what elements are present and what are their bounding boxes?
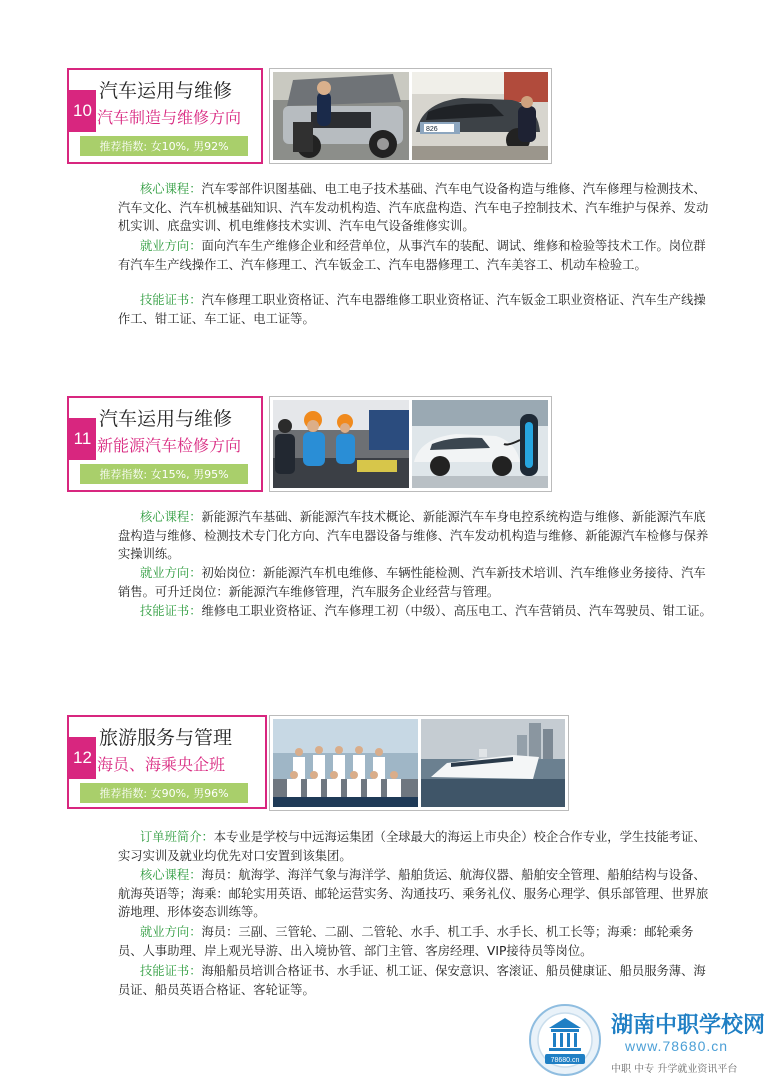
major-subtitle: 海员、海乘央企班 — [97, 755, 226, 774]
paragraph-text: 汽车修理工职业资格证、汽车电器维修工职业资格证、汽车钣金工职业资格证、汽车生产线操作工、钳工证、车工证、电工证等。 — [118, 293, 706, 326]
major-title: 旅游服务与管理 — [99, 727, 233, 749]
major-subtitle: 新能源汽车检修方向 — [97, 436, 242, 455]
site-watermark[interactable] — [527, 998, 780, 1081]
paragraph-label: 就业方向： — [140, 925, 202, 939]
paragraph-employment — [118, 923, 714, 960]
paragraph-label: 订单班简介： — [140, 830, 214, 844]
paragraph-label: 核心课程： — [140, 182, 202, 196]
major-number: 12 — [69, 737, 96, 779]
paragraph-text: 汽车零部件识图基础、电工电子技术基础、汽车电气设备构造与维修、汽车修理与检测技术、汽车文化、汽车机械基础知识、汽车发动机构造、汽车底盘构造、汽车电子控制技术、汽车维护与保养、发动机实训、底盘实训、机电维修技术实训、汽车电气设备维修实训。 — [118, 182, 709, 234]
recommend-badge: 推荐指数: 女90%, 男96% — [80, 783, 248, 803]
paragraph-label: 就业方向： — [140, 239, 202, 253]
major-number: 10 — [69, 90, 96, 132]
photo-frame — [269, 715, 569, 811]
paragraph-text: 初始岗位：新能源汽车机电维修、车辆性能检测、汽车新技术培训、汽车维修业务接待、汽车销售。可升迁岗位：新能源汽车维修管理，汽车服务企业经营与管理。 — [118, 566, 706, 599]
site-name: 湖南中职学校网 — [611, 1013, 766, 1038]
paragraph-label: 技能证书： — [140, 604, 202, 618]
paragraph-text: 维修电工职业资格证、汽车修理工初（中级）、高压电工、汽车营销员、汽车驾驶员、钳工证。 — [201, 604, 712, 618]
paragraph-label: 技能证书： — [140, 293, 202, 307]
school-logo-icon — [527, 1002, 603, 1078]
paragraph-text: 面向汽车生产维修企业和经营单位，从事汽车的装配、调试、维修和检验等技术工作。岗位群有汽车生产线操作工、汽车修理工、汽车钣金工、汽车电器修理工、汽车美容工、机动车检验工。 — [118, 239, 706, 272]
major-subtitle: 汽车制造与维修方向 — [97, 108, 242, 127]
logo-text: 78680.cn — [550, 1057, 580, 1064]
paragraph-order-class — [118, 828, 714, 865]
major-title: 汽车运用与维修 — [99, 408, 233, 430]
recommend-badge: 推荐指数: 女10%, 男92% — [80, 136, 248, 156]
paragraph-label: 技能证书： — [140, 964, 202, 978]
paragraph-text: 海员：航海学、海洋气象与海洋学、船舶货运、航海仪器、船舶安全管理、船舶结构与设备、航海英语等；海乘：邮轮实用英语、邮轮运营实务、沟通技巧、乘务礼仪、服务心理学、俱乐部管理、世界旅游地理、形体姿态训练等。 — [118, 868, 709, 920]
paragraph-core-courses — [118, 866, 714, 922]
paragraph-label: 就业方向： — [140, 566, 202, 580]
plate-text: 826 — [426, 126, 438, 133]
photo-cruise-ship — [421, 719, 565, 807]
photo-seafarer-students — [273, 719, 418, 807]
site-url[interactable]: www.78680.cn — [625, 1038, 729, 1054]
paragraph-text: 新能源汽车基础、新能源汽车技术概论、新能源汽车车身电控系统构造与维修、新能源汽车底盘构造与维修、检测技术专门化方向、汽车电器设备与维修、汽车发动机构造与维修、新能源汽车检修与保养实操训练。 — [118, 510, 709, 562]
paragraph-label: 核心课程： — [140, 510, 202, 524]
site-tagline: 中职 中专 升学就业资讯平台 — [611, 1064, 738, 1075]
recommend-badge: 推荐指数: 女15%, 男95% — [80, 464, 248, 484]
major-number: 11 — [69, 418, 96, 460]
major-title-box — [67, 715, 267, 809]
major-title: 汽车运用与维修 — [99, 80, 233, 102]
paragraph-text: 本专业是学校与中远海运集团（全球最大的海运上市央企）校企合作专业，学生技能考证、实习实训及就业均优先对口安置到该集团。 — [118, 830, 706, 863]
photo-cruise-ship-illustration — [421, 719, 565, 807]
paragraph-certificates — [118, 962, 714, 999]
paragraph-text: 海员：三副、三管轮、二副、二管轮、水手、机工手、水手长、机工长等；海乘：邮轮乘务员、人事助理、岸上观光导游、出入境协管、部门主管、客房经理、VIP接待员等岗位。 — [118, 925, 694, 958]
paragraph-label: 核心课程： — [140, 868, 202, 882]
photo-seafarer-students-illustration — [273, 719, 418, 807]
paragraph-text: 海船船员培训合格证书、水手证、机工证、保安意识、客滚证、船员健康证、船员服务薄、海员证、船员英语合格证、客轮证等。 — [118, 964, 706, 997]
